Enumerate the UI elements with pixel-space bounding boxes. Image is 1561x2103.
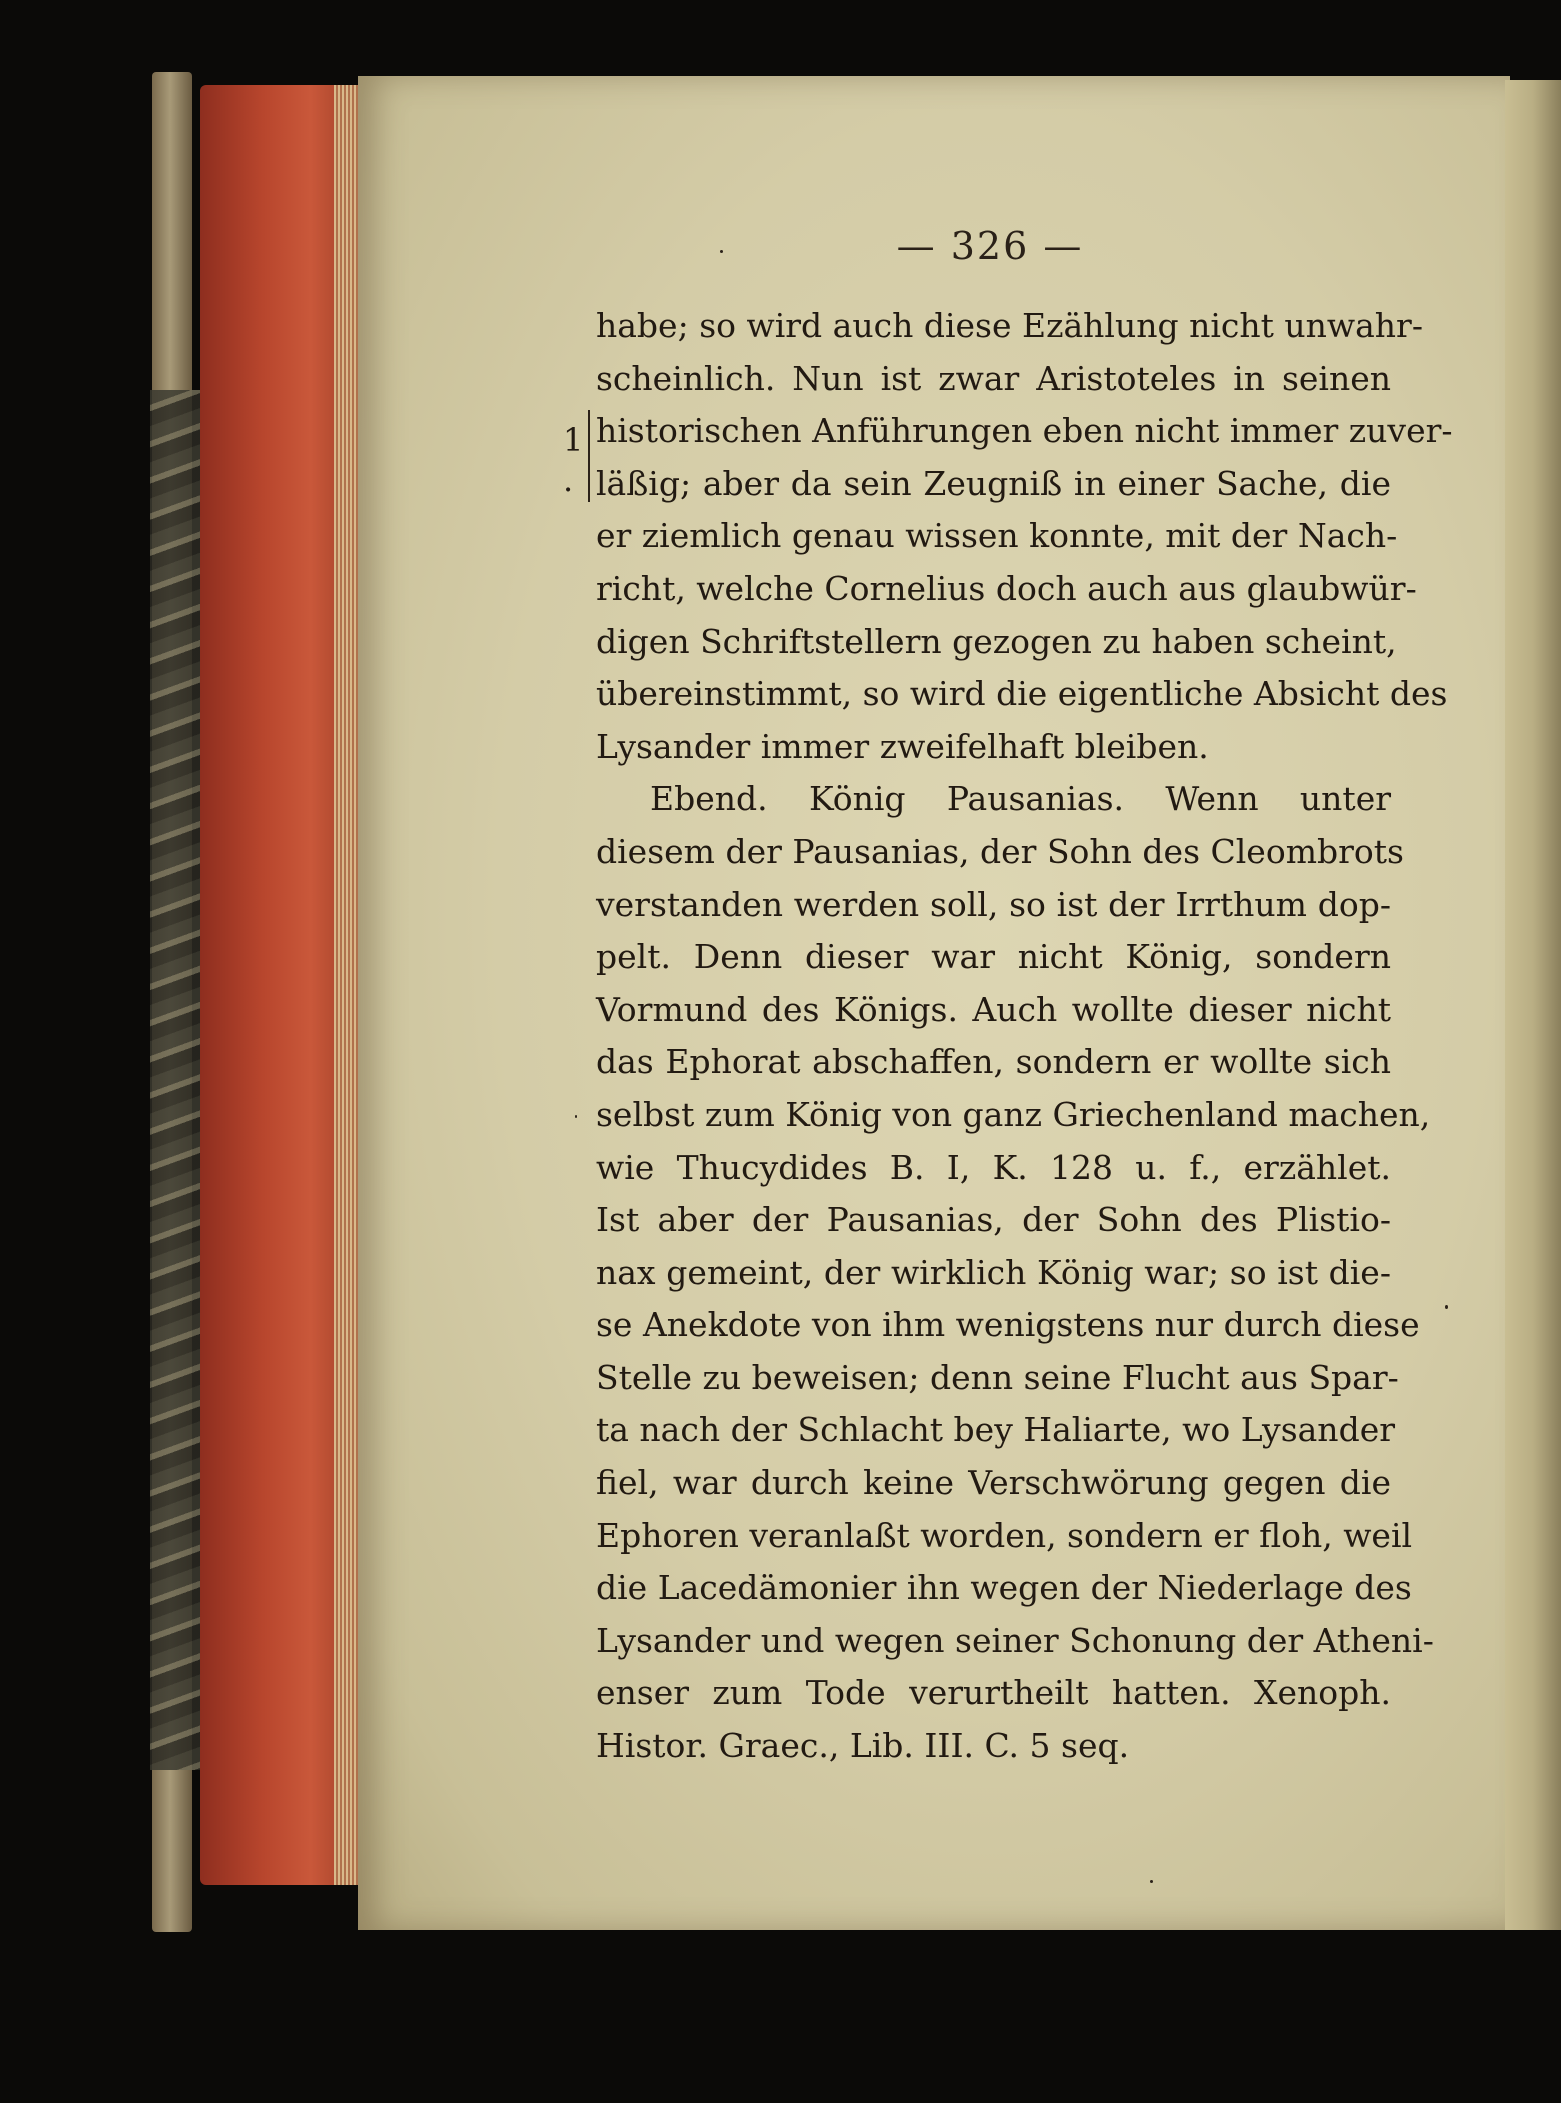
red-page-edges <box>200 85 358 1885</box>
text-line: Lysander und wegen seiner Schonung der Atheni- <box>596 1620 1434 1660</box>
text-line: Ebend. König Pausanias. Wenn unter <box>650 779 1391 819</box>
text-line: Stelle zu beweisen; denn seine Flucht aus Spar- <box>596 1357 1399 1397</box>
margin-annotation-text: 1 . <box>563 421 584 499</box>
text-line: er ziemlich genau wissen konnte, mit der Nach- <box>596 516 1398 556</box>
text-line: historischen Anführungen eben nicht immer zuver- <box>596 411 1453 451</box>
margin-bracket <box>588 410 590 502</box>
paper-speck <box>1445 1305 1448 1309</box>
text-line: das Ephorat abschaffen, sondern er wollte sich <box>596 1042 1391 1082</box>
text-line: habe; so wird auch diese Ezählung nicht unwahr- <box>596 306 1423 345</box>
text-line: Ephoren veranlaßt worden, sondern er floh, weil <box>596 1515 1413 1555</box>
body-text <box>596 300 1453 1773</box>
text-line: ta nach der Schlacht bey Haliarte, wo Lysander <box>596 1410 1395 1450</box>
text-line: pelt. Denn dieser war nicht König, sondern <box>596 937 1391 977</box>
facing-page-edge <box>1505 80 1561 1930</box>
text-line: diesem der Pausanias, der Sohn des Cleombrots <box>596 831 1404 871</box>
text-line: Ist aber der Pausanias, der Sohn des Plistio- <box>596 1200 1391 1240</box>
text-line: Vormund des Königs. Auch wollte dieser nicht <box>596 989 1391 1029</box>
paper-speck <box>720 250 723 253</box>
text-line: se Anekdote von ihm wenigstens nur durch diese <box>596 1305 1420 1345</box>
text-line: wie Thucydides B. I, K. 128 u. f., erzählet. <box>596 1147 1391 1187</box>
paper-speck <box>575 1115 577 1118</box>
page-number: — 326 — <box>896 224 1084 268</box>
paper-speck <box>1150 1880 1153 1883</box>
text-line: richt, welche Cornelius doch auch aus glaubwür- <box>596 568 1417 608</box>
text-line: scheinlich. Nun ist zwar Aristoteles in seinen <box>596 358 1391 398</box>
margin-annotation <box>563 420 583 500</box>
text-line: selbst zum König von ganz Griechenland machen, <box>596 1094 1431 1134</box>
text-line: enser zum Tode verurtheilt hatten. Xenoph. <box>596 1673 1391 1713</box>
text-line: Lysander immer zweifelhaft bleiben. <box>596 726 1209 766</box>
text-line: die Lacedämonier ihn wegen der Niederlage des <box>596 1568 1412 1608</box>
text-line: verstanden werden soll, so ist der Irrthum dop- <box>596 884 1391 924</box>
text-line: Histor. Graec., Lib. III. C. 5 seq. <box>596 1726 1130 1766</box>
text-line: läßig; aber da sein Zeugniß in einer Sache, die <box>596 463 1391 503</box>
text-line: fiel, war durch keine Verschwörung gegen die <box>596 1463 1391 1503</box>
text-line: übereinstimmt, so wird die eigentliche Absicht des <box>596 674 1448 714</box>
text-line: digen Schriftstellern gezogen zu haben scheint, <box>596 621 1397 661</box>
text-line: nax gemeint, der wirklich König war; so ist die- <box>596 1252 1391 1292</box>
